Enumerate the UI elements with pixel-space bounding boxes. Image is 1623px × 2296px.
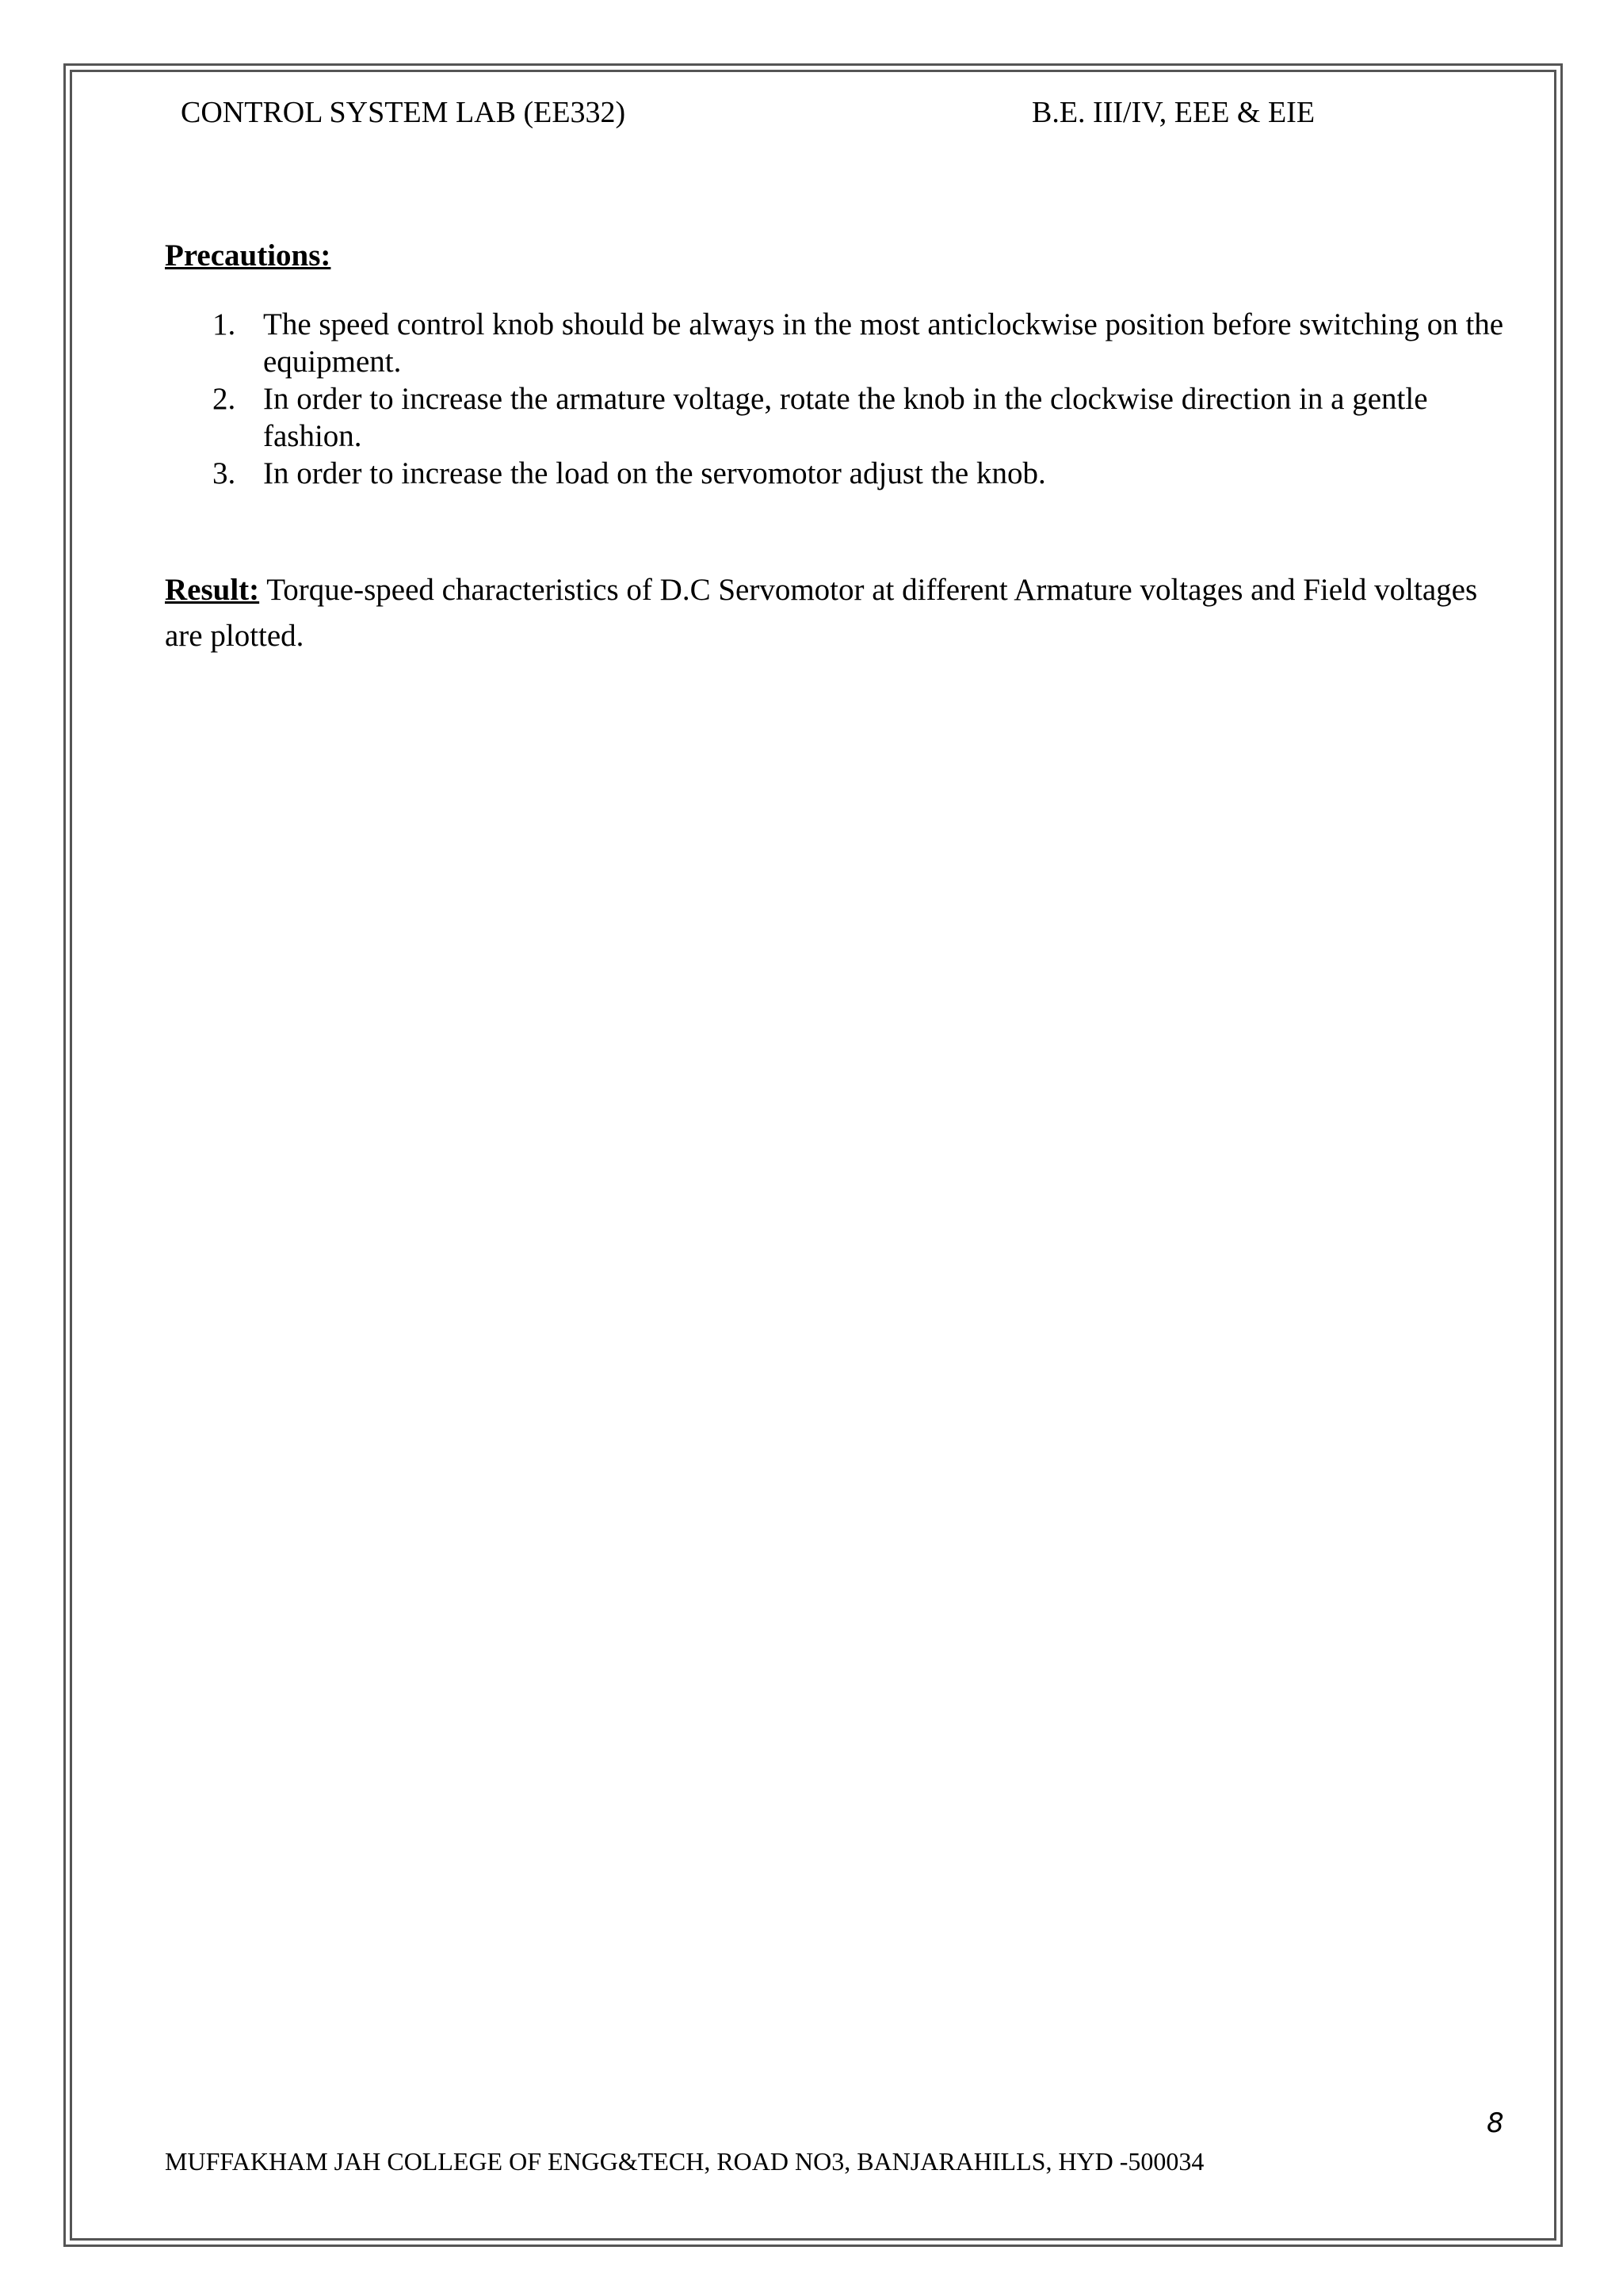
precaution-number: 3. <box>212 456 236 490</box>
header-program: B.E. III/IV, EEE & EIE <box>1032 96 1316 129</box>
precaution-item <box>165 306 1512 380</box>
precautions-list <box>165 306 1512 492</box>
precaution-number: 1. <box>212 307 236 341</box>
precaution-item <box>165 380 1512 455</box>
header-course-title: CONTROL SYSTEM LAB (EE332) <box>181 96 626 129</box>
precaution-text: In order to increase the armature voltage, rotate the knob in the clockwise direction in a gentle fashion. <box>263 382 1428 453</box>
precaution-text: The speed control knob should be always in the most anticlockwise position before switching on the equipment. <box>263 307 1504 379</box>
footer-college-address: MUFFAKHAM JAH COLLEGE OF ENGG&TECH, ROAD NO3, BANJARAHILLS, HYD -500034 <box>165 2147 1205 2176</box>
precautions-heading: Precautions: <box>165 238 331 273</box>
result-paragraph <box>165 567 1512 659</box>
result-text: Torque-speed characteristics of D.C Servomotor at different Armature voltages and Field voltages are plotted. <box>165 573 1478 653</box>
result-label: Result: <box>165 573 260 607</box>
precaution-text: In order to increase the load on the servomotor adjust the knob. <box>263 456 1046 490</box>
precaution-item <box>165 455 1512 492</box>
precaution-number: 2. <box>212 382 236 416</box>
page-number: 8 <box>1487 2107 1504 2139</box>
